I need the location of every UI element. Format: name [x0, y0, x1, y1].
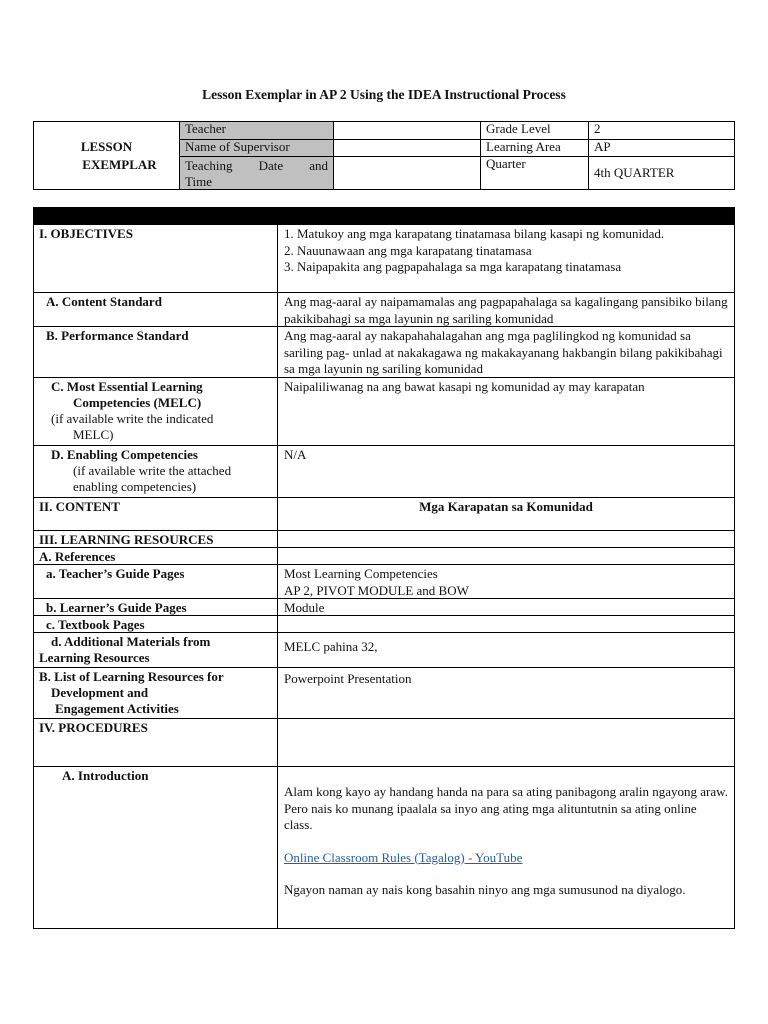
enabling-label: [34, 446, 277, 497]
learning-area-label: Learning Area: [480, 139, 588, 156]
list-resources-value: Powerpoint Presentation: [277, 668, 734, 718]
enabling-note-line2: enabling competencies): [73, 479, 197, 494]
additional-materials-value: MELC pahina 32,: [277, 633, 734, 667]
lesson-exemplar-label: [34, 122, 179, 189]
table-header-bar: [34, 208, 734, 224]
teaching-date-label-line1: Teaching Date and: [185, 158, 328, 173]
introduction-paragraph-1: Alam kong kayo ay handang handa na para sa ating panibagong aralin ngayong araw. Pero nais ko munang ipaalala sa inyo ang ating mga alituntutnin sa ating online class.: [284, 784, 728, 832]
introduction-label: A. Introduction: [62, 768, 149, 783]
row-teachers-guide: [34, 564, 734, 598]
list-resources-label-line2: Development and: [51, 685, 149, 700]
melc-label-line2: Competencies (MELC): [73, 395, 202, 410]
teachers-guide-value-line2: AP 2, PIVOT MODULE and BOW: [284, 582, 469, 598]
supervisor-value: [333, 139, 480, 156]
teachers-guide-value-line1: Most Learning Competencies: [284, 566, 438, 581]
teaching-date-label: [179, 156, 333, 189]
row-learning-resources: [34, 530, 734, 547]
learners-guide-label: b. Learner’s Guide Pages: [46, 600, 187, 615]
procedures-label: IV. PROCEDURES: [39, 720, 148, 735]
teachers-guide-value: [277, 565, 734, 598]
quarter-label: Quarter: [480, 156, 588, 189]
performance-standard-label: B. Performance Standard: [46, 328, 189, 343]
row-content: [34, 497, 734, 530]
row-textbook: [34, 615, 734, 632]
learning-resources-value: [277, 531, 734, 547]
enabling-label-line1: D. Enabling Competencies: [51, 447, 198, 462]
textbook-value: [277, 616, 734, 632]
row-objectives: [34, 224, 734, 292]
procedures-value: [277, 719, 734, 766]
performance-standard-value: Ang mag-aaral ay nakapahahalagahan ang mga paglilingkod ng komunidad sa sariling pag- unlad at nakakagawa ng makakayanang hakbangin bilang pakikibahagi sa mga layunin ng sariling komunidad: [277, 327, 734, 377]
learning-area-value: AP: [588, 139, 734, 156]
row-additional-materials: [34, 632, 734, 667]
additional-label-line1: d. Additional Materials from: [51, 634, 211, 649]
lesson-plan-table: [33, 207, 735, 929]
content-label: II. CONTENT: [39, 499, 120, 514]
enabling-value: N/A: [277, 446, 734, 497]
row-list-learning-resources: [34, 667, 734, 718]
additional-label-line2: Learning Resources: [39, 650, 150, 665]
teacher-label: Teacher: [179, 121, 333, 139]
objectives-list: [277, 225, 734, 292]
content-standard-label: A. Content Standard: [46, 294, 162, 309]
objective-item: 1. Matukoy ang mga karapatang tinatamasa bilang kasapi ng komunidad.: [284, 226, 665, 241]
melc-label: [34, 378, 277, 445]
row-learners-guide: [34, 598, 734, 615]
textbook-label: c. Textbook Pages: [46, 617, 145, 632]
objectives-label: I. OBJECTIVES: [39, 226, 133, 241]
learning-resources-label: III. LEARNING RESOURCES: [39, 532, 214, 547]
objective-item: 3. Naipapakita ang pagpapahalaga sa mga karapatang tinatamasa: [284, 259, 622, 274]
list-resources-label-line1: B. List of Learning Resources for: [39, 669, 224, 684]
list-resources-label-line3: Engagement Activities: [55, 701, 179, 716]
melc-label-line1: C. Most Essential Learning: [51, 379, 203, 394]
lesson-label-line2: EXEMPLAR: [82, 156, 157, 172]
lesson-label-line1: LESSON: [80, 138, 133, 154]
learners-guide-value: Module: [277, 599, 734, 615]
grade-level-label: Grade Level: [480, 121, 588, 139]
row-content-standard: [34, 292, 734, 326]
references-label: A. References: [39, 549, 116, 564]
row-procedures: [34, 718, 734, 766]
content-standard-value: Ang mag-aaral ay naipamamalas ang pagpapahalaga sa kagalingang pansibiko bilang pakikibahagi sa mga layunin ng sariling komunidad: [277, 293, 734, 326]
row-introduction: [34, 766, 734, 928]
quarter-value: 4th QUARTER: [588, 156, 734, 189]
classroom-rules-link[interactable]: Online Classroom Rules (Tagalog) - YouTube: [284, 849, 523, 865]
objective-item: 2. Nauunawaan ang mga karapatang tinatamasa: [284, 242, 532, 258]
row-performance-standard: [34, 326, 734, 377]
row-melc: [34, 377, 734, 445]
teaching-date-label-line2: Time: [185, 174, 212, 189]
references-value: [277, 548, 734, 564]
row-references: [34, 547, 734, 564]
melc-note-line2: MELC): [73, 427, 114, 442]
teacher-value: [333, 121, 480, 139]
additional-materials-label: [34, 633, 277, 667]
enabling-note-line1: (if available write the attached: [73, 463, 232, 478]
row-enabling-competencies: [34, 445, 734, 497]
document-title: Lesson Exemplar in AP 2 Using the IDEA Instructional Process: [202, 87, 566, 102]
teaching-date-value: [333, 156, 480, 189]
introduction-content: [277, 767, 734, 928]
grade-level-value: 2: [588, 121, 734, 139]
lesson-header-table: [33, 121, 735, 190]
melc-value: Naipaliliwanag na ang bawat kasapi ng komunidad ay may karapatan: [277, 378, 734, 445]
content-value: Mga Karapatan sa Komunidad: [277, 498, 734, 530]
list-resources-label: [34, 668, 277, 718]
supervisor-label: Name of Supervisor: [179, 139, 333, 156]
introduction-paragraph-2: Ngayon naman ay nais kong basahin ninyo ang mga sumusunod na diyalogo.: [284, 882, 686, 897]
teachers-guide-label: a. Teacher’s Guide Pages: [46, 566, 185, 581]
melc-note-line1: (if available write the indicated: [51, 411, 214, 426]
